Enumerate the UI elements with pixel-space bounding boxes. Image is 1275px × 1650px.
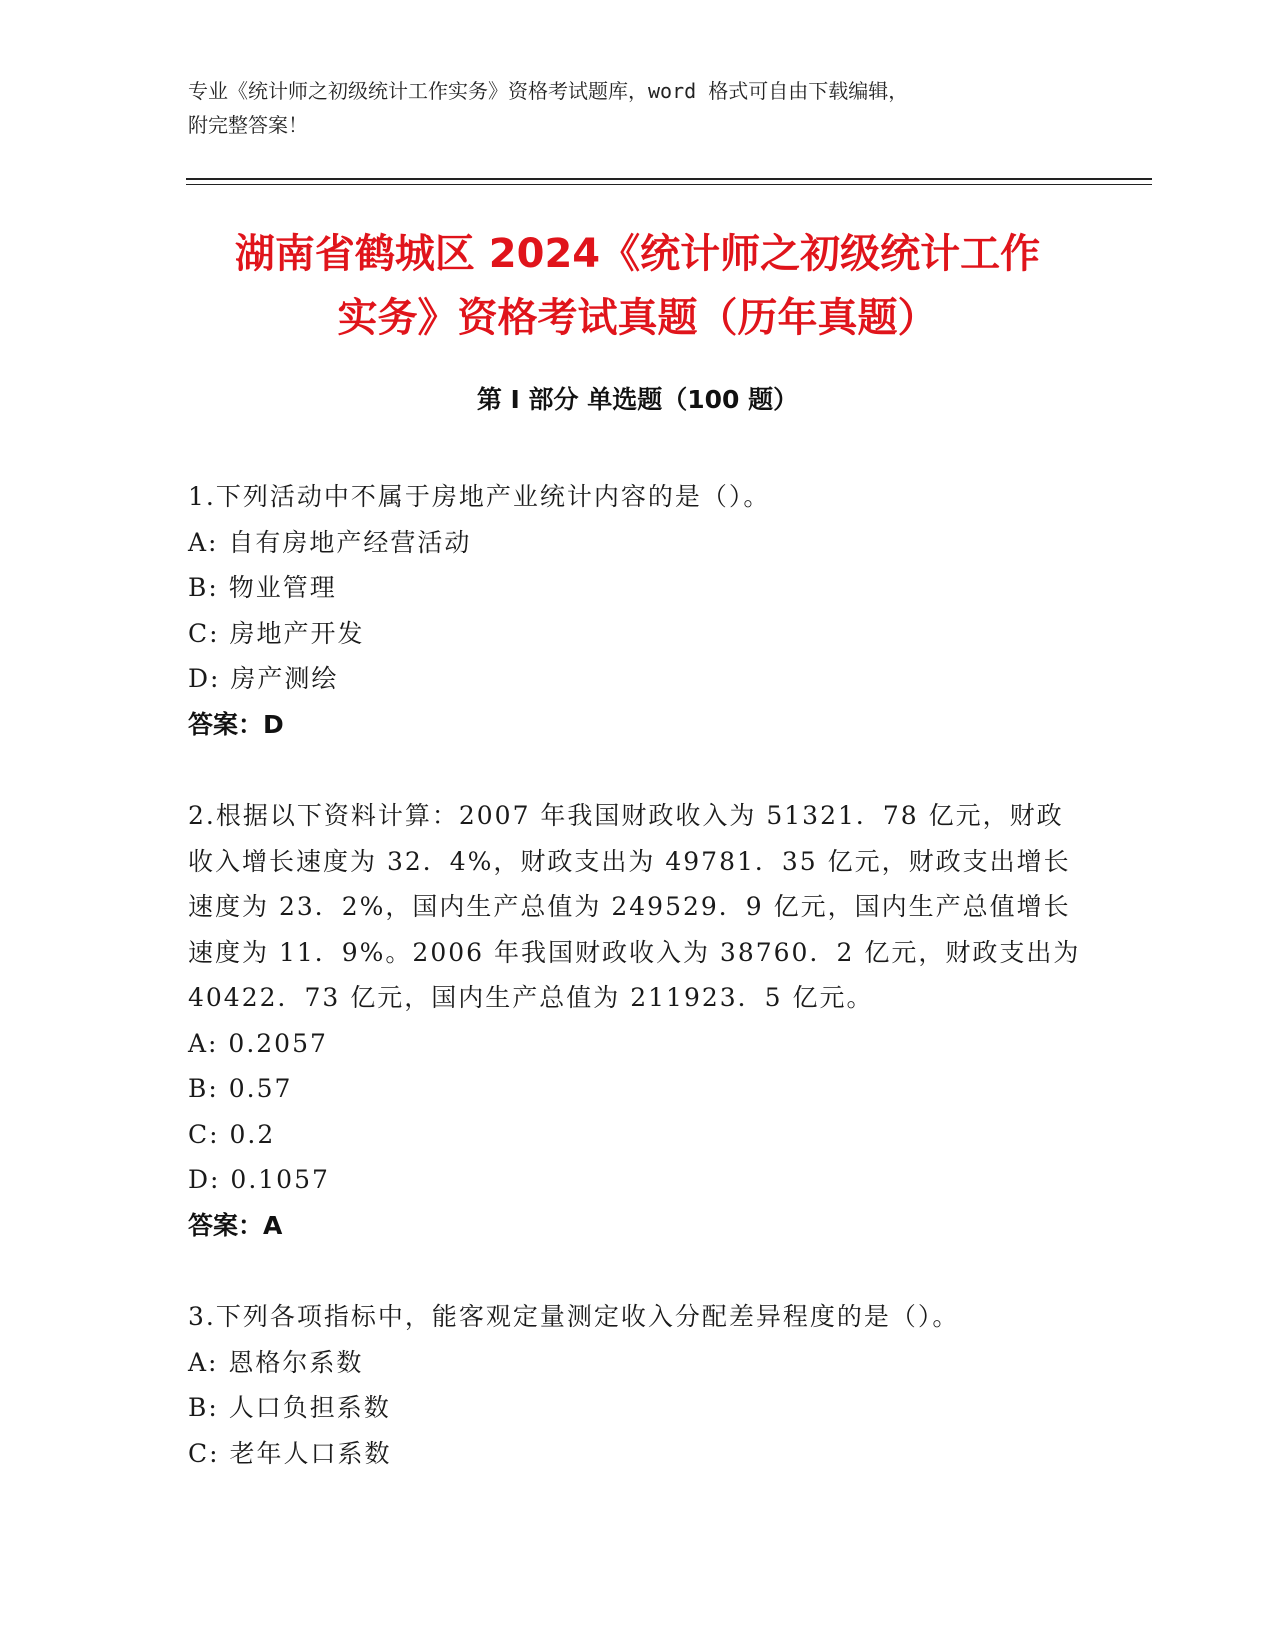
header-note-line-1: 专业《统计师之初级统计工作实务》资格考试题库，word 格式可自由下载编辑， [188,79,909,103]
option-c: C: 房地产开发 [188,618,365,648]
option-b: B: 物业管理 [188,573,337,602]
document-title [160,222,1115,350]
question-stem: 3.下列各项指标中，能客观定量测定收入分配差异程度的是（）。 [188,1302,960,1331]
question-stem-line-1: 2.根据以下资料计算：2007 年我国财政收入为 51321．78 亿元，财政 [188,801,1064,830]
option-a: A: 0.2057 [188,1028,328,1058]
question-stem-line-3: 速度为 23．2%，国内生产总值为 249529．9 亿元，国内生产总值增长 [188,892,1071,921]
document-title-line-2: 实务》资格考试真题（历年真题） [337,295,938,341]
answer-line: 答案：D [188,709,284,739]
question-2 [188,793,1088,1248]
option-b: B: 人口负担系数 [188,1393,391,1422]
option-d: D: 0.1057 [188,1165,330,1194]
answer-line: 答案：A [188,1210,283,1240]
question-stem-line-2: 收入增长速度为 32．4%，财政支出为 49781．35 亿元，财政支出增长 [188,846,1071,876]
option-d: D: 房产测绘 [188,664,339,693]
header-note-line-2: 附完整答案！ [188,113,308,137]
option-c: C: 0.2 [188,1119,276,1149]
option-b: B: 0.57 [188,1074,293,1103]
question-3 [188,1294,1088,1476]
section-heading: 第 I 部分 单选题（100 题） [476,385,799,414]
document-header-note [188,74,1068,142]
question-list [188,474,1088,1522]
document-title-line-1: 湖南省鹤城区 2024《统计师之初级统计工作 [234,231,1041,277]
question-stem-line-4: 速度为 11．9%。2006 年我国财政收入为 38760．2 亿元，财政支出为 [188,937,1081,967]
question-stem-line-5: 40422．73 亿元，国内生产总值为 211923．5 亿元。 [188,983,874,1012]
question-1 [188,474,1088,747]
option-c: C: 老年人口系数 [188,1438,392,1468]
question-stem: 1.下列活动中不属于房地产业统计内容的是（）。 [188,482,771,511]
option-a: A: 恩格尔系数 [188,1347,364,1377]
header-divider-thin [186,184,1152,185]
option-a: A: 自有房地产经营活动 [188,527,472,557]
header-divider-thick [186,178,1152,180]
